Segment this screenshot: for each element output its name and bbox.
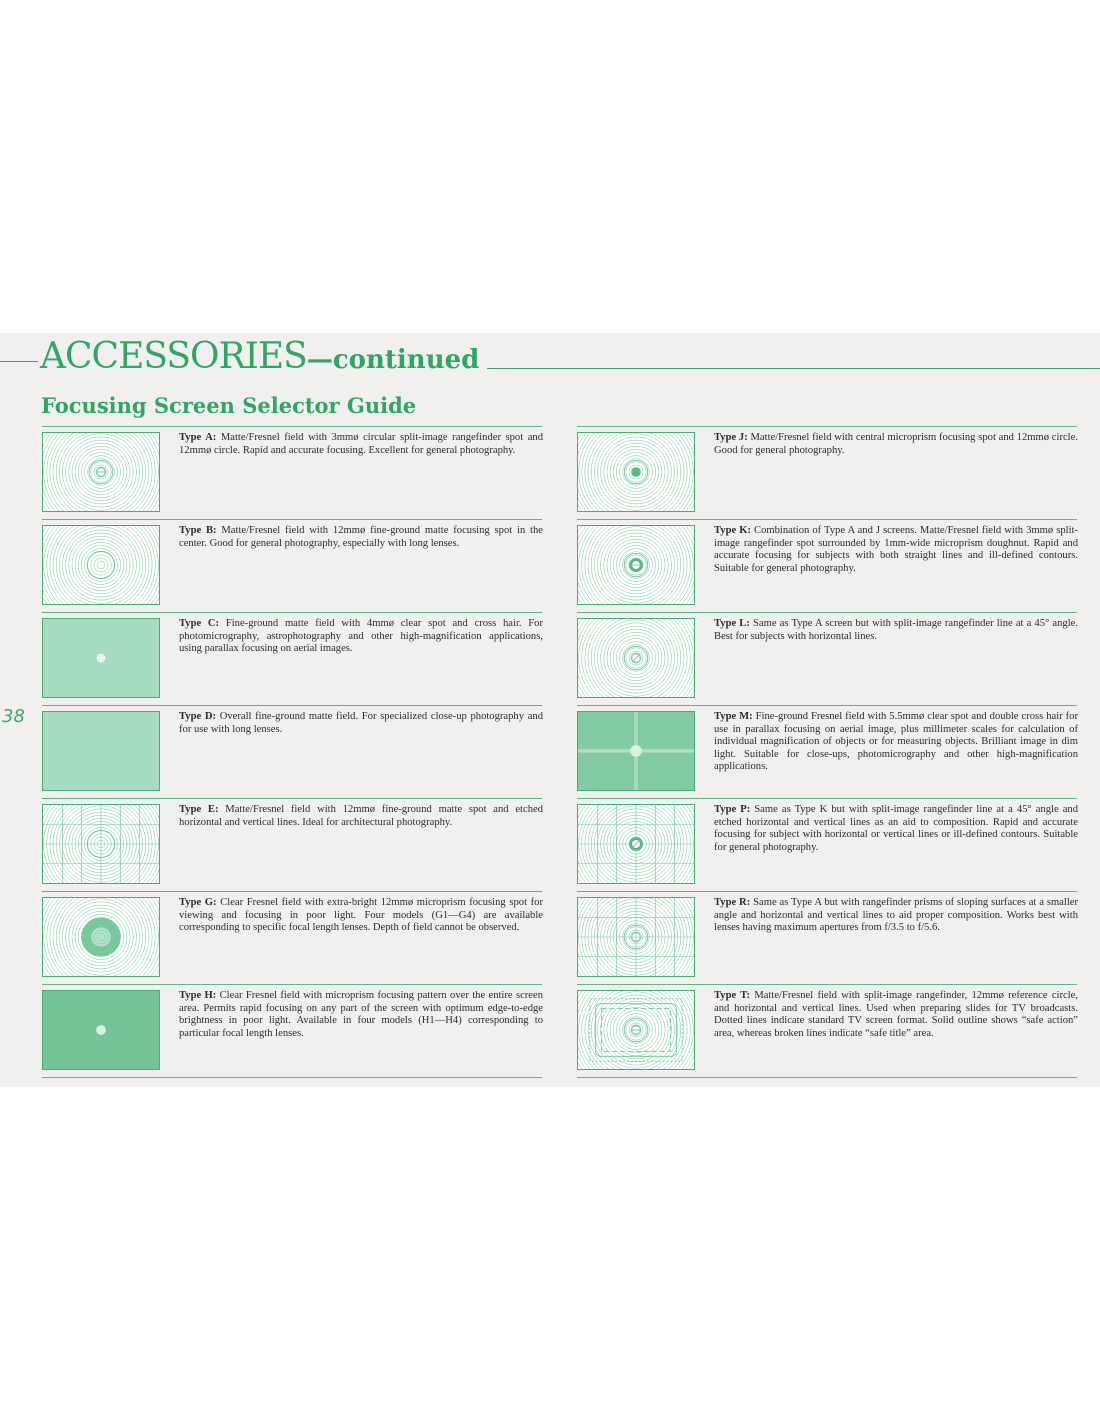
type-label: Type L:	[714, 618, 750, 629]
type-text: Matte/Fresnel field with central microprism focusing spot and 12mmø circle. Good for general photography.	[714, 432, 1078, 456]
type-label: Type G:	[179, 897, 217, 908]
type-text: Overall fine-ground matte field. For specialized close-up photography and for use with long lenses.	[179, 711, 543, 735]
type-text: Same as Type A screen but with split-image rangefinder line at a 45° angle. Best for subjects with horizontal lines.	[714, 618, 1078, 642]
type-label: Type H:	[179, 990, 217, 1001]
screen-entry	[577, 519, 1077, 612]
screen-description	[714, 990, 1078, 1040]
screen-description	[714, 525, 1078, 575]
type-label: Type K:	[714, 525, 751, 536]
page-title	[40, 336, 479, 384]
type-text: Clear Fresnel field with microprism focusing pattern over the entire screen area. Permits rapid focusing on any part of the screen with optimum edge-to-edge brightness in poor light. Available in four models (H1—H4) corresponding to particular focal length lenses.	[179, 990, 543, 1039]
type-text: Same as Type A but with rangefinder prisms of sloping surfaces at a smaller angle and horizontal and vertical lines to aid proper composition. Works best with lenses having maximum apertures from f/3.5 to f/5.6.	[714, 897, 1078, 934]
screen-entry	[42, 984, 542, 1078]
screen-illustration	[577, 432, 695, 512]
header-rule-left	[0, 361, 38, 362]
screen-entry	[577, 426, 1077, 519]
screen-entry	[577, 984, 1077, 1078]
screen-illustration	[42, 525, 160, 605]
screen-illustration	[577, 804, 695, 884]
type-text: Clear Fresnel field with extra-bright 12mmø microprism focusing spot for viewing and focusing in poor light. Four models (G1—G4) are available corresponding to specific focal length lenses. Depth of field cannot be observed.	[179, 897, 543, 934]
left-column	[42, 426, 542, 1078]
focusing-screen-figure	[578, 619, 694, 697]
type-text: Matte/Fresnel field with 12mmø fine-ground matte focusing spot in the center. Good for general photography, especially with long lenses.	[179, 525, 543, 549]
focusing-screen-figure	[578, 712, 694, 790]
screen-description	[179, 711, 543, 736]
screen-entry	[42, 798, 542, 891]
screen-entry	[577, 612, 1077, 705]
screen-illustration	[577, 525, 695, 605]
type-text: Combination of Type A and J screens. Matte/Fresnel field with 3mmø split-image rangefinder spot surrounded by 1mm-wide microprism doughnut. Rapid and accurate focusing for subjects with both straight lines and ill-defined contours. Suitable for general photography.	[714, 525, 1078, 574]
type-label: Type P:	[714, 804, 751, 815]
focusing-screen-figure	[578, 898, 694, 976]
header-rule-right	[487, 368, 1100, 369]
type-text: Fine-ground Fresnel field with 5.5mmø clear spot and double cross hair for use in parallax focusing on aerial image, plus millimeter scales for calculation of individual magnification of objects or for measuring objects. Brilliant image in dim light. Suitable for close-ups, photomicrography and other high-magnification applications.	[714, 711, 1078, 773]
type-text: Same as Type K but with split-image rangefinder line at a 45° angle and etched horizontal and vertical lines as an aid to composition. Rapid and accurate focusing for subject with horizontal or vertical lines or ill-defined contours. Suitable for general photography.	[714, 804, 1078, 853]
page-number: 38	[2, 706, 25, 727]
type-label: Type R:	[714, 897, 751, 908]
type-label: Type E:	[179, 804, 219, 815]
type-label: Type J:	[714, 432, 748, 443]
screen-description	[179, 897, 543, 935]
screen-illustration	[42, 618, 160, 698]
type-text: Matte/Fresnel field with 3mmø circular split-image rangefinder spot and 12mmø circle. Rapid and accurate focusing. Excellent for general photography.	[179, 432, 543, 456]
focusing-screen-figure	[578, 526, 694, 604]
screen-entry	[42, 705, 542, 798]
screen-illustration	[577, 711, 695, 791]
focusing-screen-figure	[578, 805, 694, 883]
focusing-screen-figure	[43, 898, 159, 976]
screen-entry	[577, 705, 1077, 798]
screen-description	[714, 897, 1078, 935]
title-main: ACCESSORIES	[40, 336, 307, 377]
screen-entry	[577, 891, 1077, 984]
screen-illustration	[577, 897, 695, 977]
screen-illustration	[577, 990, 695, 1070]
type-label: Type T:	[714, 990, 751, 1001]
type-label: Type C:	[179, 618, 220, 629]
focusing-screen-figure	[43, 619, 159, 697]
screen-illustration	[42, 711, 160, 791]
screen-illustration	[42, 804, 160, 884]
focusing-screen-figure	[578, 991, 694, 1069]
type-label: Type A:	[179, 432, 217, 443]
screen-description	[179, 618, 543, 656]
right-column	[577, 426, 1077, 1078]
type-text: Matte/Fresnel field with 12mmø fine-ground matte spot and etched horizontal and vertical lines. Ideal for architectural photography.	[179, 804, 543, 828]
focusing-screen-figure	[43, 526, 159, 604]
screen-illustration	[42, 432, 160, 512]
type-label: Type B:	[179, 525, 217, 536]
screen-description	[714, 618, 1078, 643]
screen-entry	[577, 798, 1077, 891]
screen-description	[179, 804, 543, 829]
type-text: Matte/Fresnel field with split-image rangefinder, 12mmø reference circle, and horizontal and vertical lines. Used when preparing slides for TV broadcasts. Dotted lines indicate standard TV screen format. Solid outline shows “safe action” area, whereas broken lines indicate “safe title” area.	[714, 990, 1078, 1039]
type-label: Type M:	[714, 711, 753, 722]
screen-illustration	[42, 990, 160, 1070]
screen-description	[714, 804, 1078, 854]
screen-description	[179, 432, 543, 457]
screen-illustration	[42, 897, 160, 977]
screen-entry	[42, 891, 542, 984]
focusing-screen-figure	[43, 712, 159, 790]
screen-description	[714, 711, 1078, 774]
screen-illustration	[577, 618, 695, 698]
screen-description	[179, 525, 543, 550]
title-suffix: —continued	[306, 345, 480, 375]
screen-entry	[42, 519, 542, 612]
type-label: Type D:	[179, 711, 217, 722]
screen-entry	[42, 426, 542, 519]
type-text: Fine-ground matte field with 4mmø clear spot and cross hair. For photomicrography, astrophotography and other high-magnification applications, using parallax focusing on aerial images.	[179, 618, 543, 655]
focusing-screen-figure	[43, 433, 159, 511]
focusing-screen-figure	[43, 991, 159, 1069]
focusing-screen-figure	[578, 433, 694, 511]
screen-entry	[42, 612, 542, 705]
screen-description	[179, 990, 543, 1040]
focusing-screen-figure	[43, 805, 159, 883]
screen-description	[714, 432, 1078, 457]
section-subtitle: Focusing Screen Selector Guide	[41, 393, 417, 418]
